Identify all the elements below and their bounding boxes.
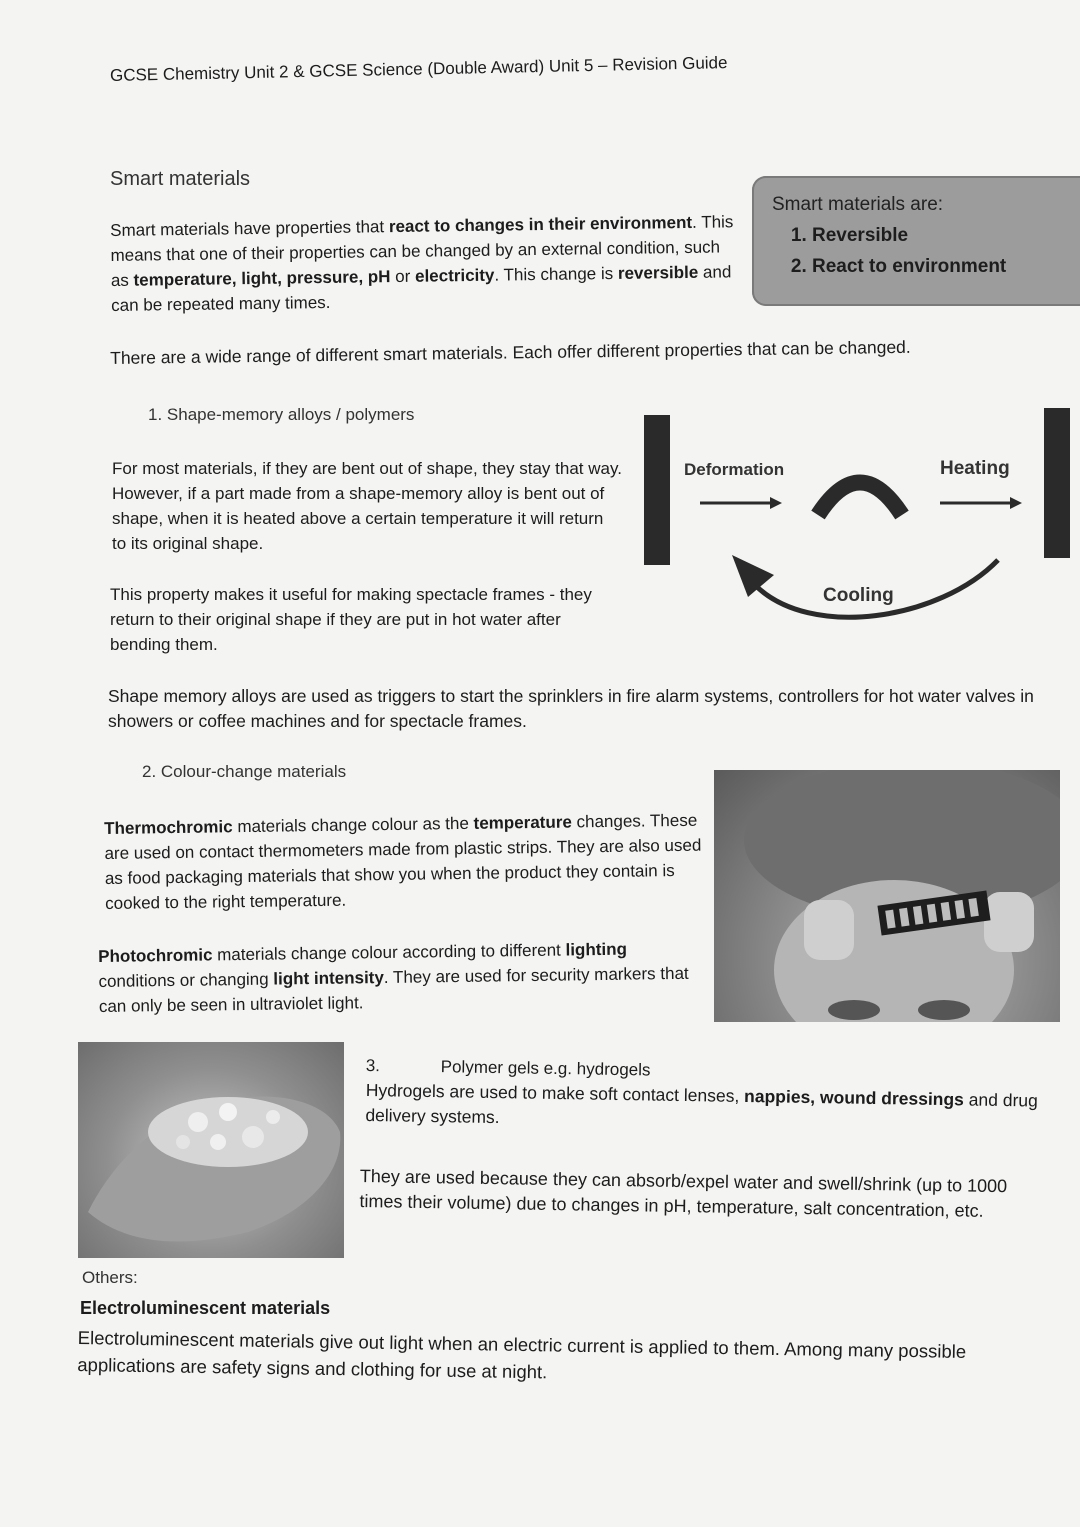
photo-illustration <box>714 770 1060 1022</box>
diagram-arrows <box>640 405 1080 645</box>
polymer-gels-section <box>366 1053 1056 1128</box>
section-title: Smart materials <box>110 168 251 190</box>
forehead-thermometer-photo <box>714 770 1060 1022</box>
thermochromic-paragraph: Thermochromic materials change colour as the temperature changes. These are used on contact thermometers made from plastic strips. They are also used as food packaging materials that show you when the product they contain is cooked to the right temperature. <box>104 810 702 913</box>
deformation-arrow <box>700 497 782 509</box>
wide-range-sentence: There are a wide range of different smart materials. Each offer different properties that can be changed. <box>110 336 911 368</box>
hydrogels-uses: Hydrogels are used to make soft contact lenses, nappies, wound dressings and drug delivery systems. <box>365 1079 1038 1128</box>
callout-item: 1. Reversible <box>812 220 1006 251</box>
others-label: Others: <box>82 1268 138 1287</box>
shape-memory-para2: This property makes it useful for making spectacle frames - they return to their original shape if they are put in hot water after bending them. <box>110 585 592 654</box>
shape-memory-uses: Shape memory alloys are used as triggers to start the sprinklers in fire alarm systems, controllers for hot water valves in showers or coffee machines and for spectacle frames. <box>108 686 1034 731</box>
polymer-gels-heading: Polymer gels e.g. hydrogels <box>440 1057 651 1080</box>
cooling-arrowhead <box>732 555 774 597</box>
photo-illustration <box>78 1042 344 1258</box>
intro-paragraph: Smart materials have properties that react to changes in their environment. This means that one of their properties can be changed by an external condition, such as temperature, light, pressure, pH or electricity. This change is reversible and can be repeated many times. <box>110 212 734 315</box>
cooling-arrow <box>755 560 998 617</box>
cooling-label: Cooling <box>823 585 894 606</box>
document-header: GCSE Chemistry Unit 2 & GCSE Science (Double Award) Unit 5 – Revision Guide <box>109 53 728 85</box>
shape-memory-para1: For most materials, if they are bent out of shape, they stay that way. However, if a part made from a shape-memory alloy is bent out of shape, when it is heated above a certain temperature it will return to its original shape. <box>112 459 622 553</box>
hydrogel-hand-photo <box>78 1042 344 1258</box>
heating-label: Heating <box>940 458 1010 479</box>
deformation-label: Deformation <box>684 460 785 479</box>
callout-item: 2. React to environment <box>812 251 1006 282</box>
hydrogels-reason: They are used because they can absorb/expel water and swell/shrink (up to 1000 times their volume) due to changes in pH, temperature, salt concentration, etc. <box>359 1165 1008 1221</box>
heating-arrow <box>940 497 1022 509</box>
shape-memory-diagram <box>640 405 1080 645</box>
callout-title: Smart materials are: <box>772 194 944 215</box>
smart-materials-callout <box>752 176 1080 306</box>
bent-bar <box>818 483 902 516</box>
electroluminescent-text: Electroluminescent materials give out light when an electric current is applied to them. Among many possible applications are safety signs and clothing for use at night. <box>77 1326 967 1383</box>
electroluminescent-heading: Electroluminescent materials <box>80 1298 331 1318</box>
callout-list <box>788 220 1006 282</box>
shape-memory-heading: 1. Shape-memory alloys / polymers <box>148 405 415 424</box>
polymer-gels-number: 3. <box>365 1055 381 1076</box>
colour-change-heading: 2. Colour-change materials <box>142 762 347 781</box>
photochromic-paragraph: Photochromic materials change colour according to different lighting conditions or changing light intensity. They are used for security markers that can only be seen in ultraviolet light. <box>98 939 689 1016</box>
